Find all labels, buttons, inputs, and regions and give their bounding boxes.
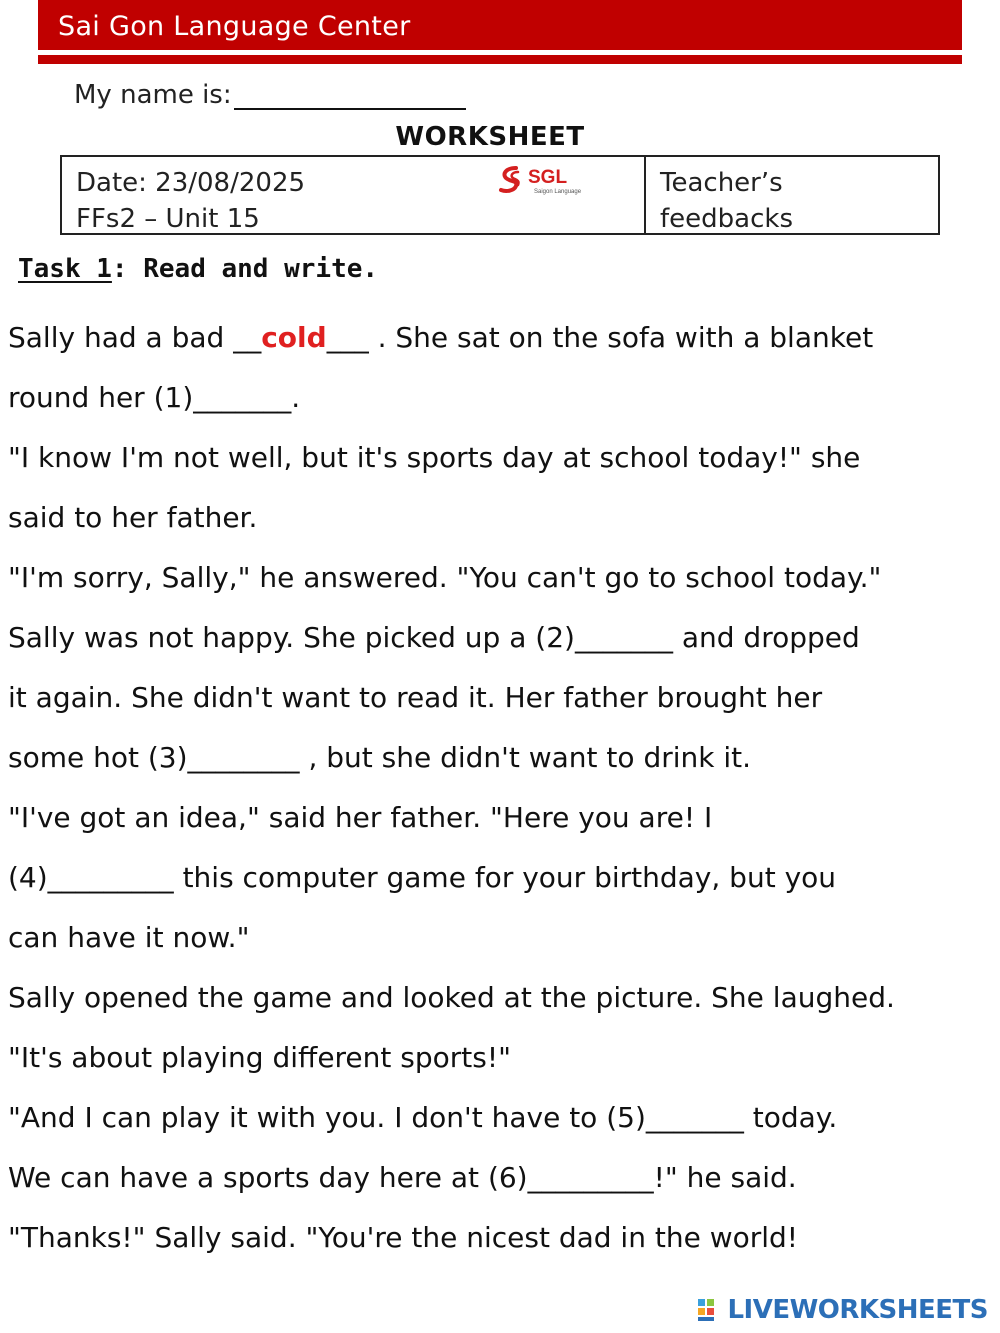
- info-table: [60, 155, 940, 235]
- info-left-cell: [76, 165, 305, 237]
- header-bar: [38, 0, 962, 50]
- feedback-line2: feedbacks: [660, 204, 793, 234]
- liveworksheets-logo-icon: [697, 1297, 723, 1323]
- task-instruction: : Read and write.: [111, 254, 379, 284]
- logo-subtext: Saigon Language: [534, 189, 582, 195]
- logo-text: SGL: [528, 167, 568, 188]
- passage-line[interactable]: We can have a sports day here at (6)_________!" he said.: [8, 1161, 797, 1194]
- passage: [8, 308, 992, 1268]
- passage-line: [8, 308, 992, 368]
- passage-line: "It's about playing different sports!": [8, 1041, 511, 1074]
- info-divider: [644, 157, 646, 233]
- name-label: My name is:: [74, 80, 232, 110]
- passage-text: Sally had a bad __: [8, 321, 262, 354]
- name-row: [74, 80, 466, 110]
- example-answer: cold: [261, 321, 327, 354]
- worksheet-title: WORKSHEET: [395, 122, 585, 152]
- task-label: Task 1: [18, 254, 112, 284]
- passage-line[interactable]: "And I can play it with you. I don't have to (5)_______ today.: [8, 1101, 838, 1134]
- feedback-line1: Teacher’s: [660, 168, 783, 198]
- passage-line: Sally opened the game and looked at the picture. She laughed.: [8, 981, 895, 1014]
- name-blank-line[interactable]: [234, 82, 466, 110]
- header-underline: [38, 55, 962, 64]
- unit-text: FFs2 – Unit 15: [76, 204, 260, 234]
- liveworksheets-brand: LIVEWORKSHEETS: [727, 1295, 988, 1325]
- passage-line: "Thanks!" Sally said. "You're the nicest dad in the world!: [8, 1221, 799, 1254]
- center-title: Sai Gon Language Center: [58, 11, 411, 42]
- passage-line: "I'm sorry, Sally," he answered. "You can't go to school today.": [8, 561, 882, 594]
- passage-line[interactable]: round her (1)_______.: [8, 381, 301, 414]
- passage-text: ___ . She sat on the sofa with a blanket: [326, 321, 874, 354]
- feedback-cell: [660, 165, 930, 237]
- passage-line: can have it now.": [8, 921, 250, 954]
- sgl-logo-icon: [498, 163, 588, 197]
- passage-line: said to her father.: [8, 501, 258, 534]
- task-heading: [18, 254, 378, 284]
- date-text: Date: 23/08/2025: [76, 168, 306, 198]
- liveworksheets-footer[interactable]: [697, 1295, 988, 1325]
- passage-line[interactable]: (4)_________ this computer game for your birthday, but you: [8, 861, 837, 894]
- passage-line[interactable]: some hot (3)________ , but she didn't want to drink it.: [8, 741, 752, 774]
- passage-line[interactable]: Sally was not happy. She picked up a (2)_______ and dropped: [8, 621, 860, 654]
- passage-line: it again. She didn't want to read it. Her father brought her: [8, 681, 823, 714]
- passage-line: "I've got an idea," said her father. "Here you are! I: [8, 801, 713, 834]
- passage-line: "I know I'm not well, but it's sports day at school today!" she: [8, 441, 861, 474]
